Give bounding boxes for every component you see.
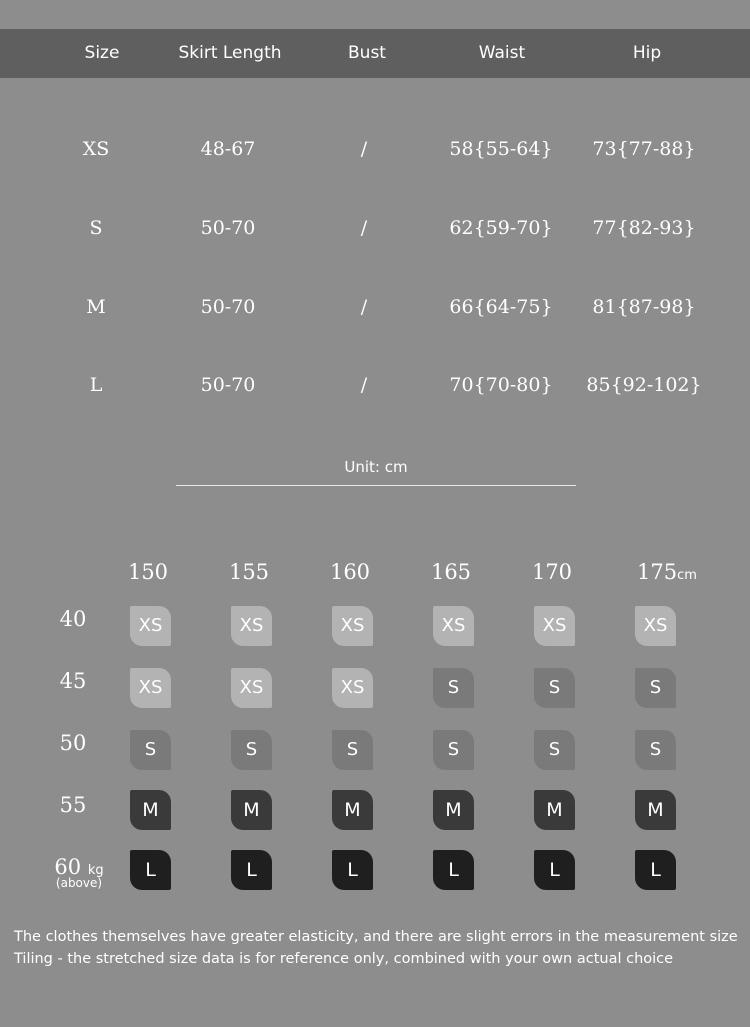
skirt-length-cell: 50-70 xyxy=(200,296,256,318)
size-chip: M xyxy=(433,790,474,830)
size-chip: M xyxy=(635,790,676,830)
size-chip: XS xyxy=(231,668,272,708)
weight-label: 45 xyxy=(59,669,87,693)
size-chip: M xyxy=(534,790,575,830)
size-chip: S xyxy=(635,730,676,770)
table-row xyxy=(0,208,750,248)
waist-cell: 70{70-80} xyxy=(449,374,553,396)
size-chip: L xyxy=(433,850,474,890)
size-chip: S xyxy=(433,730,474,770)
size-chip: XS xyxy=(332,668,373,708)
size-chip: S xyxy=(534,668,575,708)
bust-cell: / xyxy=(360,296,368,318)
size-cell: S xyxy=(89,217,103,239)
size-chip: L xyxy=(635,850,676,890)
size-chip: S xyxy=(332,730,373,770)
weight-label: 50 xyxy=(59,731,87,755)
note-reference: Tiling - the stretched size data is for reference only, combined with your own actual choice xyxy=(14,951,674,967)
weight-unit: kg xyxy=(87,863,104,878)
table-row xyxy=(0,365,750,405)
height-label-last xyxy=(627,560,707,584)
size-chip: M xyxy=(332,790,373,830)
height-value: 175 xyxy=(637,560,678,584)
size-cell: L xyxy=(89,374,103,396)
size-chip: L xyxy=(332,850,373,890)
header-waist: Waist xyxy=(478,43,526,63)
height-label: 170 xyxy=(531,560,573,584)
size-chip: L xyxy=(231,850,272,890)
size-cell: XS xyxy=(82,138,110,160)
size-chip: XS xyxy=(130,668,171,708)
header-hip: Hip xyxy=(632,43,662,63)
height-label: 165 xyxy=(430,560,472,584)
skirt-length-cell: 48-67 xyxy=(200,138,256,160)
height-label: 160 xyxy=(329,560,371,584)
table-row xyxy=(0,287,750,327)
size-chip: S xyxy=(130,730,171,770)
size-chip: XS xyxy=(433,606,474,646)
size-cell: M xyxy=(86,296,106,318)
height-label: 155 xyxy=(228,560,270,584)
header-size: Size xyxy=(84,43,120,63)
hip-cell: 85{92-102} xyxy=(586,374,702,396)
waist-cell: 66{64-75} xyxy=(449,296,553,318)
size-chip: XS xyxy=(130,606,171,646)
height-unit: cm xyxy=(677,568,697,583)
header-skirt-length: Skirt Length xyxy=(178,43,282,63)
size-chip: S xyxy=(433,668,474,708)
size-chip: XS xyxy=(231,606,272,646)
weight-note: (above) xyxy=(55,876,103,890)
size-chip: M xyxy=(130,790,171,830)
size-chip: M xyxy=(231,790,272,830)
bust-cell: / xyxy=(360,374,368,396)
size-chip: XS xyxy=(534,606,575,646)
hip-cell: 73{77-88} xyxy=(592,138,696,160)
size-chip: XS xyxy=(332,606,373,646)
bust-cell: / xyxy=(360,138,368,160)
skirt-length-cell: 50-70 xyxy=(200,374,256,396)
weight-value: 60 xyxy=(54,855,82,879)
divider xyxy=(176,485,576,486)
hip-cell: 77{82-93} xyxy=(592,217,696,239)
table-row xyxy=(0,129,750,169)
size-chip: S xyxy=(635,668,676,708)
weight-label: 40 xyxy=(59,607,87,631)
hip-cell: 81{87-98} xyxy=(592,296,696,318)
note-elasticity: The clothes themselves have greater elasticity, and there are slight errors in the measurement size xyxy=(14,929,738,945)
size-chip: L xyxy=(130,850,171,890)
bust-cell: / xyxy=(360,217,368,239)
weight-label: 55 xyxy=(59,793,87,817)
unit-label: Unit: cm xyxy=(344,458,408,476)
size-chip: S xyxy=(231,730,272,770)
skirt-length-cell: 50-70 xyxy=(200,217,256,239)
waist-cell: 62{59-70} xyxy=(449,217,553,239)
waist-cell: 58{55-64} xyxy=(449,138,553,160)
height-label: 150 xyxy=(127,560,169,584)
header-bust: Bust xyxy=(348,43,386,63)
size-chip: S xyxy=(534,730,575,770)
table-header xyxy=(0,29,750,78)
size-chip: L xyxy=(534,850,575,890)
size-chip: XS xyxy=(635,606,676,646)
